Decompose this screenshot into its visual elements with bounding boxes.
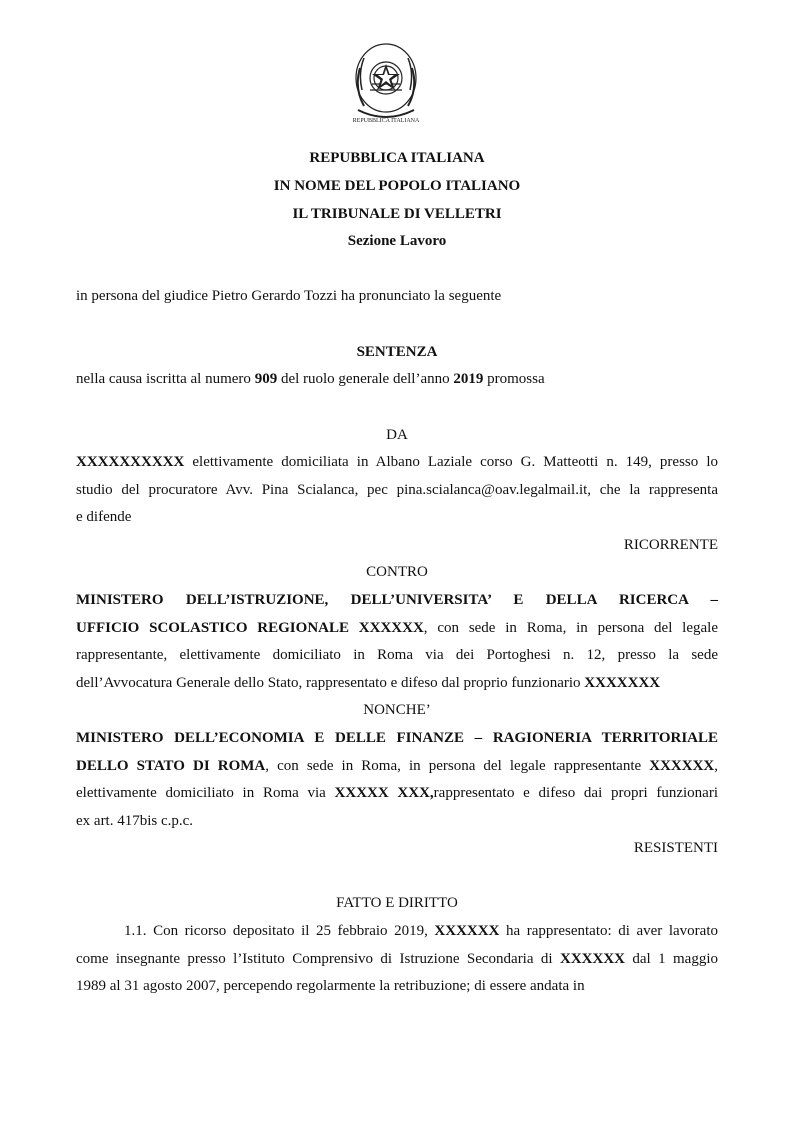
- defendant1-line-4: dell’Avvocatura Generale dello Stato, rappresentato e difeso dal proprio funzionario XXXXXXX: [76, 675, 661, 691]
- defendant1-line-3: rappresentante, elettivamente domiciliato in Roma via dei Portoghesi n. 12, presso la sede: [76, 647, 718, 663]
- defendant2-line-3: elettivamente domiciliato in Roma via XXXXX XXX,rappresentato e difeso dai propri funzionari: [76, 785, 718, 801]
- header-line-3: IL TRIBUNALE DI VELLETRI: [292, 206, 502, 222]
- defendant2-role: RESISTENTI: [633, 840, 718, 856]
- body-line-1: 1.1. Con ricorso depositato il 25 febbraio 2019, XXXXXX ha rappresentato: di aver lavorato: [124, 923, 719, 939]
- defendant2-line-2: DELLO STATO DI ROMA, con sede in Roma, in persona del legale rappresentante XXXXXX,: [76, 758, 718, 774]
- header-line-2: IN NOME DEL POPOLO ITALIANO: [273, 178, 521, 194]
- svg-text:REPUBBLICA ITALIANA: REPUBBLICA ITALIANA: [352, 118, 420, 124]
- defendant1-line-2: UFFICIO SCOLASTICO REGIONALE XXXXXX, con sede in Roma, in persona del legale: [76, 620, 718, 636]
- da-label: DA: [386, 427, 408, 443]
- defendant2-line-4: ex art. 417bis c.p.c.: [76, 813, 194, 829]
- nonche-label: NONCHE’: [363, 702, 431, 718]
- section-heading: FATTO E DIRITTO: [336, 895, 458, 911]
- plaintiff-line-1: XXXXXXXXXX elettivamente domiciliata in Albano Laziale corso G. Matteotti n. 149, presso lo: [76, 454, 718, 470]
- body-line-3: 1989 al 31 agosto 2007, percependo regolarmente la retribuzione; di essere andata in: [76, 978, 585, 994]
- body-line-2: come insegnante presso l’Istituto Comprensivo di Istruzione Secondaria di XXXXXX dal 1 maggio: [76, 951, 718, 967]
- italian-republic-emblem: [350, 38, 422, 126]
- plaintiff-role: RICORRENTE: [623, 537, 718, 553]
- header-line-1: REPUBBLICA ITALIANA: [309, 150, 485, 166]
- plaintiff-line-3: e difende: [76, 509, 132, 525]
- defendant1-line-1: MINISTERO DELL’ISTRUZIONE, DELL’UNIVERSITA’ E DELLA RICERCA –: [76, 592, 718, 608]
- plaintiff-line-2: studio del procuratore Avv. Pina Scialanca, pec pina.scialanca@oav.legalmail.it, che la rappresenta: [76, 482, 718, 498]
- document-title: SENTENZA: [356, 344, 438, 360]
- cause-line: nella causa iscritta al numero 909 del ruolo generale dell’anno 2019 promossa: [76, 371, 545, 387]
- header-line-4: Sezione Lavoro: [347, 233, 447, 249]
- defendant2-line-1: MINISTERO DELL’ECONOMIA E DELLE FINANZE – RAGIONERIA TERRITORIALE: [76, 730, 718, 746]
- intro-text: in persona del giudice Pietro Gerardo Tozzi ha pronunciato la seguente: [76, 288, 502, 304]
- contro-label: CONTRO: [366, 564, 428, 580]
